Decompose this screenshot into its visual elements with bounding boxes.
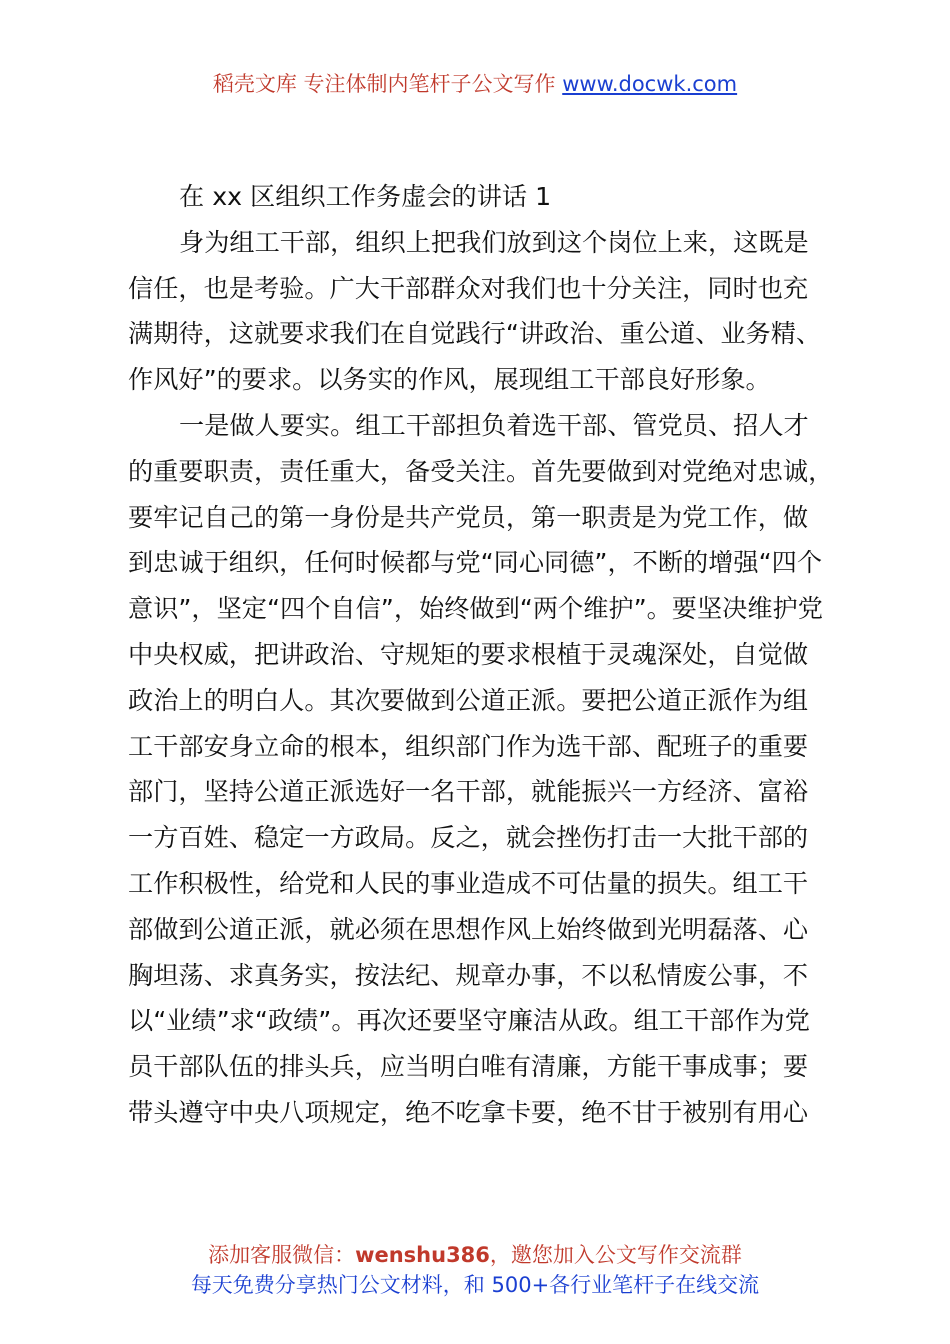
footer-line-2: 每天免费分享热门公文材料，和 500+各行业笔杆子在线交流 [190,1273,760,1297]
text-line: 一方百姓、稳定一方政局。反之，就会挫伤打击一大批干部的 [128,823,809,853]
text-line: 满期待，这就要求我们在自觉践行“讲政治、重公道、业务精、 [128,319,822,349]
text-line: 一是做人要实。组工干部担负着选干部、管党员、招人才 [179,410,809,440]
text-line: 信任，也是考验。广大干部群众对我们也十分关注，同时也充 [128,273,809,303]
text-line: 部做到公道正派，就必须在思想作风上始终做到光明磊落、心 [128,914,809,944]
page-footer [0,1240,950,1300]
text-line: 工作积极性，给党和人民的事业造成不可估量的损失。组工干 [128,868,809,898]
brand-text: 稻壳文库 专注体制内笔杆子公文写作 [212,72,563,96]
text-line: 中央权威，把讲政治、守规矩的要求根植于灵魂深处，自觉做 [128,639,809,669]
text-line: 以“业绩”求“政绩”。再次还要坚守廉洁从政。组工干部作为党 [128,1006,810,1036]
text-line: 部门，坚持公道正派选好一名干部，就能振兴一方经济、富裕 [128,777,809,807]
text-line: 员干部队伍的排头兵，应当明白唯有清廉，方能干事成事；要 [128,1052,809,1082]
text-line: 工干部安身立命的根本，组织部门作为选干部、配班子的重要 [128,731,809,761]
footer-prefix: 添加客服微信： [208,1243,356,1267]
footer-line-1 [0,1240,950,1270]
text-line: 意识”，坚定“四个自信”，始终做到“两个维护”。要坚决维护党 [128,594,823,624]
text-line: 到忠诚于组织，任何时候都与党“同心同德”，不断的增强“四个 [128,548,823,578]
text-line: 胸坦荡、求真务实，按法纪、规章办事，不以私情废公事，不 [128,960,809,990]
text-line: 带头遵守中央八项规定，绝不吃拿卡要，绝不甘于被别有用心 [128,1097,809,1127]
text-line: 政治上的明白人。其次要做到公道正派。要把公道正派作为组 [128,685,809,715]
text-line: 要牢记自己的第一身份是共产党员，第一职责是为党工作，做 [128,502,809,532]
text-line: 身为组工干部，组织上把我们放到这个岗位上来，这既是 [179,227,809,257]
site-link[interactable]: www.docwk.com [562,72,738,96]
paragraph-2 [128,403,834,1136]
article-title: 在 xx 区组织工作务虚会的讲话 1 [179,182,552,211]
paragraph-1 [128,220,828,403]
text-line: 的重要职责，责任重大，备受关注。首先要做到对党绝对忠诚， [128,456,834,486]
page-header [0,68,950,100]
footer-suffix: ，邀您加入公文写作交流群 [489,1243,742,1267]
text-line: 作风好”的要求。以务实的作风，展现组工干部良好形象。 [128,365,771,395]
wechat-id: wenshu386 [355,1243,490,1267]
article-body [128,174,834,1136]
